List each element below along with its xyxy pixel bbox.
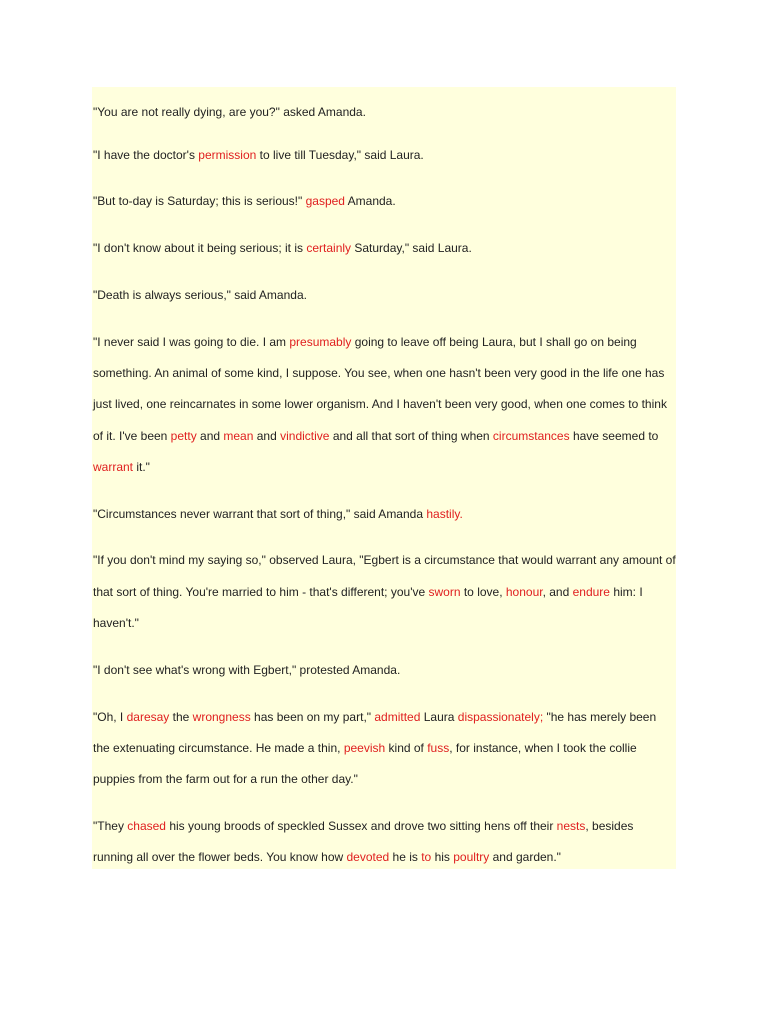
- text-run: Laura: [420, 709, 458, 724]
- highlighted-word: mean: [223, 428, 254, 443]
- text-run: have seemed to: [569, 428, 659, 443]
- highlighted-word: poultry: [453, 850, 490, 865]
- highlighted-word: fuss: [427, 740, 450, 755]
- text-run: "But to-day is Saturday; this is serious!": [93, 194, 306, 209]
- highlighted-word: hastily.: [426, 506, 463, 521]
- highlighted-word: circumstances: [492, 428, 570, 443]
- highlighted-word: gasped: [305, 194, 345, 209]
- highlighted-word: devoted: [346, 850, 390, 865]
- text-run: it.": [133, 459, 150, 474]
- highlighted-word: sworn: [428, 584, 461, 599]
- text-run: "I don't see what's wrong with Egbert," protested Amanda.: [93, 662, 401, 677]
- highlighted-word: presumably: [289, 334, 352, 349]
- text-run: Saturday," said Laura.: [351, 241, 472, 256]
- highlighted-word: permission: [198, 147, 257, 162]
- text-run: and all that sort of thing when: [329, 428, 493, 443]
- highlighted-word: dispassionately;: [457, 709, 544, 724]
- paragraph: [93, 233, 676, 264]
- highlighted-word: certainly: [306, 241, 352, 256]
- paragraph: [93, 702, 676, 796]
- text-run: "I don't know about it being serious; it is: [93, 241, 307, 256]
- text-run: , and: [542, 584, 573, 599]
- paragraph: [93, 655, 676, 686]
- paragraph: [93, 280, 676, 311]
- text-run: "Death is always serious," said Amanda.: [93, 287, 307, 302]
- highlighted-word: chased: [127, 819, 166, 834]
- text-run: and garden.": [489, 850, 561, 865]
- text-run: "If you don't mind my saying so," observed Laura, "Egbert is a circumstance that would warrant any amount of that sort of thing. You're married to him - that's different; you've: [93, 553, 676, 599]
- text-run: "I never said I was going to die. I am: [93, 334, 290, 349]
- text-run: , besides running all over the flower beds. You know how: [93, 819, 634, 865]
- highlighted-word: to: [421, 850, 432, 865]
- text-run: "I have the doctor's: [93, 147, 199, 162]
- text-run: him: I haven't.": [93, 584, 643, 631]
- paragraph: [93, 499, 676, 530]
- text-run: to live till Tuesday," said Laura.: [256, 147, 424, 162]
- paragraph: [93, 140, 676, 171]
- text-run: "Circumstances never warrant that sort of thing," said Amanda: [93, 506, 427, 521]
- text-run: the: [169, 709, 193, 724]
- paragraph: [93, 100, 676, 124]
- text-run: his: [431, 850, 454, 865]
- highlighted-word: nests: [556, 819, 586, 834]
- text-run: Amanda.: [344, 194, 396, 209]
- text-run: going to leave off being Laura, but I shall go on being something. An animal of some kind, I suppose. You see, when one hasn't been very good in the life one has just lived, one reincarnates in some lower organism. And I haven't been very good, when one comes to think of it. I've been: [93, 334, 667, 443]
- highlighted-word: admitted: [374, 709, 421, 724]
- paragraph: [93, 327, 676, 483]
- highlighted-word: daresay: [126, 709, 170, 724]
- highlighted-word: warrant: [93, 459, 134, 474]
- text-run: "he has merely been the extenuating circumstance. He made a thin,: [93, 709, 657, 755]
- text-run: kind of: [385, 740, 428, 755]
- highlighted-word: vindictive: [280, 428, 330, 443]
- text-run: "Oh, I: [93, 709, 127, 724]
- text-run: and: [196, 428, 224, 443]
- paragraph: [93, 186, 676, 217]
- text-run: has been on my part,": [250, 709, 375, 724]
- paragraph: [93, 545, 676, 639]
- text-run: "You are not really dying, are you?" asked Amanda.: [93, 105, 366, 119]
- text-run: he is: [389, 850, 422, 865]
- highlighted-word: petty: [170, 428, 197, 443]
- story-text: [93, 100, 676, 889]
- highlighted-word: honour: [505, 584, 543, 599]
- highlighted-word: endure: [572, 584, 610, 599]
- text-run: "They: [93, 819, 128, 834]
- highlighted-word: wrongness: [192, 709, 251, 724]
- highlighted-word: peevish: [343, 740, 386, 755]
- text-run: , for instance, when I took the collie puppies from the farm out for a run the other day.": [93, 740, 637, 787]
- paragraph: [93, 811, 676, 874]
- text-run: to love,: [460, 584, 506, 599]
- text-run: his young broods of speckled Sussex and drove two sitting hens off their: [165, 819, 557, 834]
- text-run: and: [253, 428, 281, 443]
